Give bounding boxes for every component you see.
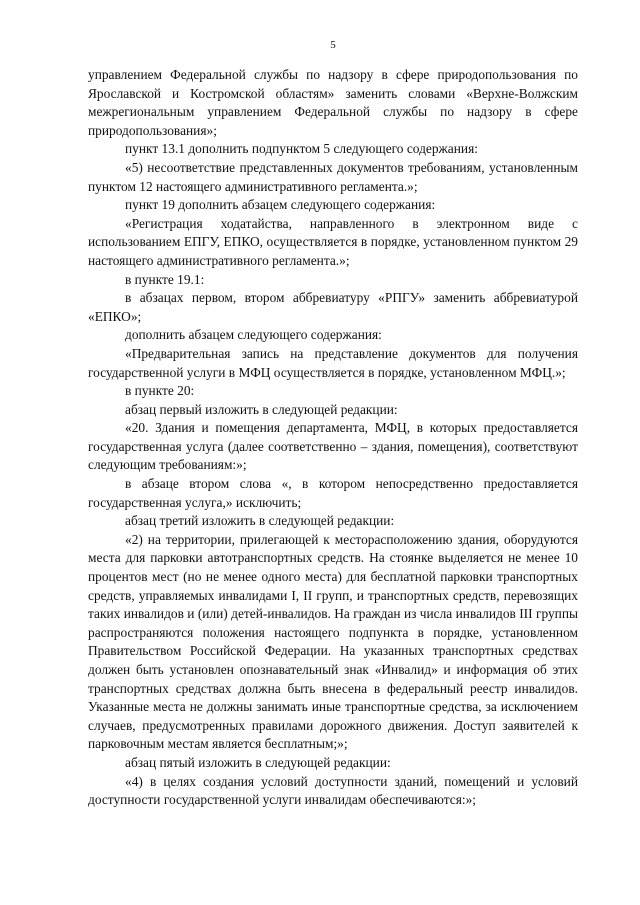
paragraph-subitem-5: «5) несоответствие представленных документов требованиям, установленным пунктом 12 настоящего административного регламента.»; [88,159,578,194]
paragraph-item-19: пункт 19 дополнить абзацем следующего содержания: [125,197,436,213]
paragraph-item-19-1: в пункте 19.1: [125,271,205,287]
paragraph-registration: «Регистрация ходатайства, направленного в электронном виде с использованием ЕПГУ, ЕПКО, осуществляется в порядке, установленном пунктом 29 настоящего административного регламента.»; [88,215,578,268]
paragraph-continuation: управлением Федеральной службы по надзору в сфере природопользования по Ярославской и Костромской областям» заменить словами «Верхне-Волжским межрегиональным управлением Федеральной службы по надзору в сфере природопользования»; [88,67,578,138]
paragraph-first-abzac: абзац первый изложить в следующей редакции: [125,401,398,417]
document-page [88,38,578,810]
paragraph-buildings: «20. Здания и помещения департамента, МФЦ, в которых предоставляется государственная услуга (далее соответственно – здания, помещения), соответствуют следующим требованиям:»; [88,420,578,473]
page-number: 5 [330,39,336,51]
paragraph-item-20: в пункте 20: [125,383,195,399]
paragraph-third-abzac: абзац третий изложить в следующей редакции: [125,513,395,529]
paragraph-parking: «2) на территории, прилегающей к месторасположению здания, оборудуются места для парковки автотранспортных средств. На стоянке выделяется не менее 10 процентов мест (но не менее одного места) для бесплатной парковки транспортных средств, управляемых инвалидами I, II групп, и транспортных средств, перевозящих таких инвалидов и (или) детей-инвалидов. На граждан из числа инвалидов III группы распространяются положения настоящего подпункта в порядке, установленном Правительством Российской Федерации. На указанных транспортных средствах должен быть установлен опознавательный знак «Инвалид» и информация об этих транспортных средствах должна быть внесена в федеральный реестр инвалидов. Указанные места не должны занимать иные транспортные средства, за исключением случаев, предусмотренных правилами дорожного движения. Доступ заявителей к парковочным местам является бесплатным;»; [88,531,578,752]
paragraph-second-abzac: в абзаце втором слова «, в котором непосредственно предоставляется государственная услуга,» исключить; [88,476,578,510]
paragraph-accessibility: «4) в целях создания условий доступности зданий, помещений и условий доступности государственной услуги инвалидам обеспечиваются:»; [88,773,578,808]
paragraph-add-abzac: дополнить абзацем следующего содержания: [125,327,382,343]
paragraph-fifth-abzac: абзац пятый изложить в следующей редакции: [125,754,391,770]
paragraph-abbreviation: в абзацах первом, втором аббревиатуру «РПГУ» заменить аббревиатурой «ЕПКО»; [88,290,578,324]
paragraph-item-13-1: пункт 13.1 дополнить подпунктом 5 следующего содержания: [125,141,478,157]
paragraph-preliminary-record: «Предварительная запись на представление документов для получения государственной услуги в МФЦ осуществляется в порядке, установленном МФЦ.»; [88,345,578,380]
